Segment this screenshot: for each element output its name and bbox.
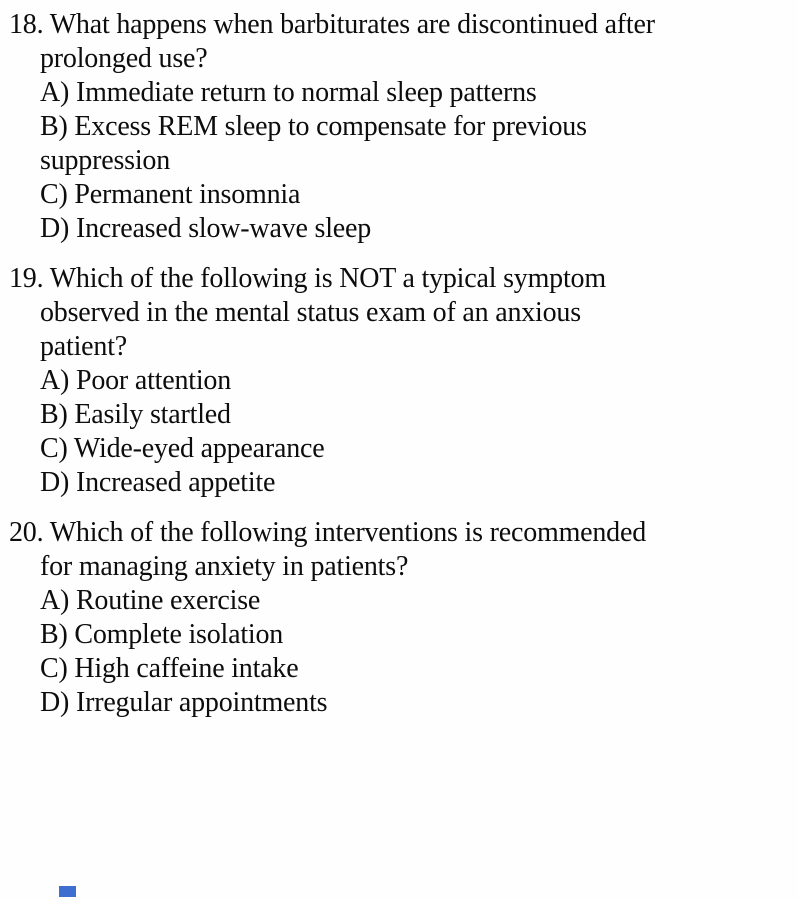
option-b: B) Easily startled xyxy=(40,399,231,430)
question-line-wrap: prolonged use? xyxy=(40,43,208,74)
option-d: D) Increased appetite xyxy=(40,467,276,498)
quiz-page xyxy=(0,8,798,720)
question-20 xyxy=(0,516,798,720)
option-b: B) Complete isolation xyxy=(40,619,284,650)
question-18 xyxy=(0,8,798,246)
option-b: B) Excess REM sleep to compensate for previous xyxy=(40,111,587,142)
option-d: D) Increased slow-wave sleep xyxy=(40,213,372,244)
option-d: D) Irregular appointments xyxy=(40,687,328,718)
question-line: 20. Which of the following interventions is recommended xyxy=(9,517,647,548)
option-a: A) Routine exercise xyxy=(40,585,261,616)
question-line-wrap: patient? xyxy=(40,331,128,362)
option-c: C) Wide-eyed appearance xyxy=(40,433,325,464)
question-line: 19. Which of the following is NOT a typical symptom xyxy=(9,263,606,294)
question-line-wrap: observed in the mental status exam of an anxious xyxy=(40,297,581,328)
option-c: C) High caffeine intake xyxy=(40,653,299,684)
option-c: C) Permanent insomnia xyxy=(40,179,301,210)
option-b-wrap: suppression xyxy=(40,145,171,176)
question-19 xyxy=(0,262,798,500)
option-a: A) Poor attention xyxy=(40,365,232,396)
question-line-wrap: for managing anxiety in patients? xyxy=(40,551,409,582)
option-a: A) Immediate return to normal sleep patterns xyxy=(40,77,537,108)
question-line: 18. What happens when barbiturates are discontinued after xyxy=(9,9,655,40)
scan-artifact-mark xyxy=(59,886,76,897)
